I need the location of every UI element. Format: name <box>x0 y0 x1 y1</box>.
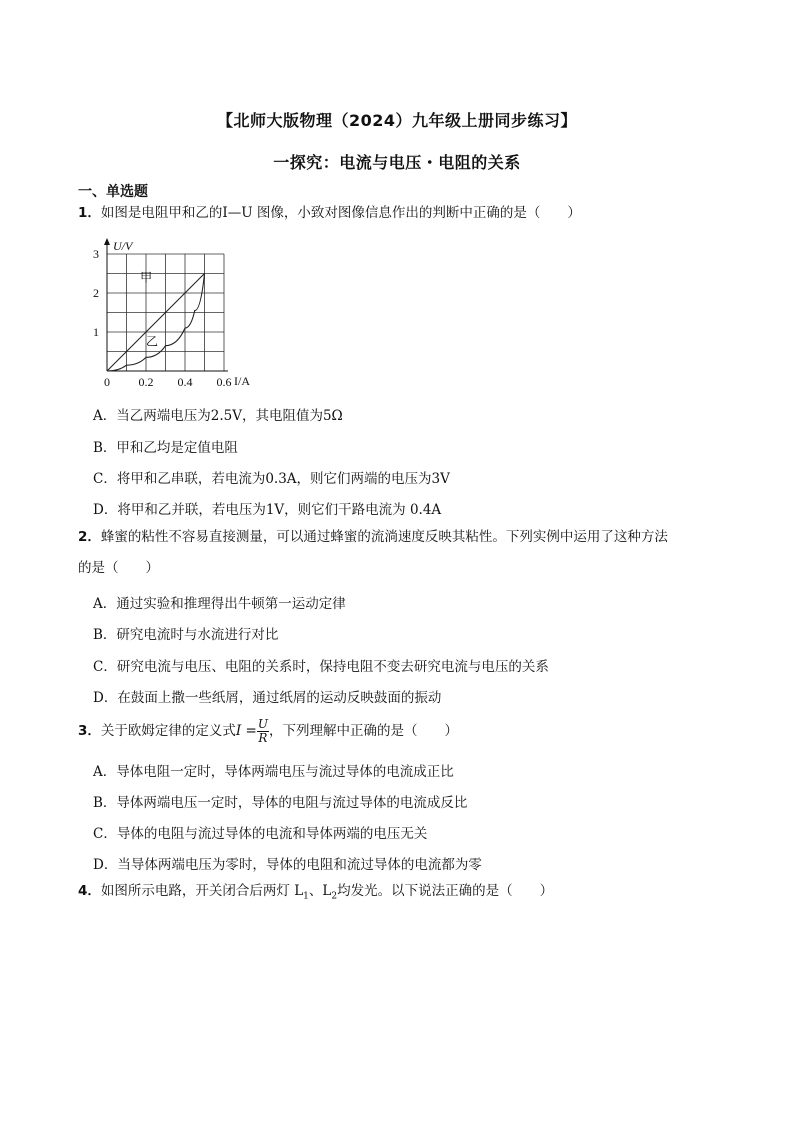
separator-text: 、L <box>308 883 332 899</box>
series-label-2: 乙 <box>146 334 159 349</box>
x-tick-label: 0.6 <box>216 375 232 389</box>
question-1 <box>78 198 718 229</box>
y-tick-label: 1 <box>93 325 99 339</box>
y-tick-label: 2 <box>93 286 99 300</box>
series-label-1: 甲 <box>140 270 153 285</box>
q3-option-c: C．导体的电阻与流过导体的电流和导体两端的电压无关 <box>93 826 428 842</box>
iu-chart <box>85 233 250 393</box>
x-axis-label: I/A <box>234 374 250 388</box>
page-title: 【北师大版物理（2024）九年级上册同步练习】 <box>216 111 578 130</box>
formula-lhs: I = <box>235 723 257 739</box>
question-text-line2: 的是（ ） <box>78 560 159 576</box>
q1-option-d: D．将甲和乙并联，若电压为1V，则它们干路电流为 0.4A <box>93 502 442 518</box>
question-text-after: ，下列理解中正确的是（ ） <box>268 723 458 739</box>
formula-denominator: R <box>258 731 268 745</box>
question-number: 3． <box>78 723 101 739</box>
x-tick-label: 0.2 <box>138 375 154 389</box>
question-2 <box>78 522 718 584</box>
q2-option-d: D．在鼓面上撒一些纸屑，通过纸屑的运动反映鼓面的振动 <box>93 690 442 706</box>
question-text: 如图所示电路，开关闭合后两灯 L <box>100 883 304 899</box>
ohm-formula-fraction <box>257 718 269 745</box>
question-text: 如图是电阻甲和乙的I—U 图像，小致对图像信息作出的判断中正确的是（ ） <box>100 205 581 221</box>
x-tick-label: 0 <box>104 375 110 389</box>
q1-option-b: B．甲和乙均是定值电阻 <box>93 440 238 456</box>
q3-option-b: B．导体两端电压一定时，导体的电阻与流过导体的电流成反比 <box>93 795 468 811</box>
question-text: 关于欧姆定律的定义式 <box>100 723 236 739</box>
y-axis-arrow <box>104 238 110 245</box>
q2-option-b: B．研究电流时与水流进行对比 <box>93 627 279 643</box>
chart-ticks <box>93 247 232 389</box>
section-heading: 一、单选题 <box>78 184 148 200</box>
question-4 <box>78 876 718 913</box>
question-number: 4． <box>78 883 101 899</box>
chart-series <box>107 270 205 371</box>
formula-numerator: U <box>257 717 268 731</box>
subscript-1: 1 <box>303 891 309 902</box>
subscript-2: 2 <box>331 891 338 902</box>
question-number: 2． <box>78 529 101 545</box>
page-subtitle: 一探究：电流与电压・电阻的关系 <box>273 153 521 172</box>
series-line-1 <box>107 274 205 372</box>
question-3 <box>78 714 718 748</box>
q1-option-c: C．将甲和乙串联，若电流为0.3A，则它们两端的电压为3V <box>93 471 450 487</box>
y-tick-label: 3 <box>93 247 99 261</box>
question-number: 1． <box>78 205 101 221</box>
question-text-after: 均发光。以下说法正确的是（ ） <box>337 883 554 899</box>
q3-option-d: D．当导体两端电压为零时，导体的电阻和流过导体的电流都为零 <box>93 857 482 873</box>
q1-option-a: A．当乙两端电压为2.5V，其电阻值为5Ω <box>93 408 343 424</box>
q3-option-a: A．导体电阻一定时，导体两端电压与流过导体的电流成正比 <box>93 764 454 780</box>
question-text-line1: 蜂蜜的粘性不容易直接测量，可以通过蜂蜜的流淌速度反映其粘性。下列实例中运用了这种方法 <box>100 529 668 545</box>
y-axis-label: U/V <box>113 239 133 253</box>
q2-option-c: C．研究电流与电压、电阻的关系时，保持电阻不变去研究电流与电压的关系 <box>93 659 549 675</box>
x-tick-label: 0.4 <box>177 375 193 389</box>
q2-option-a: A．通过实验和推理得出牛顿第一运动定律 <box>93 596 346 612</box>
